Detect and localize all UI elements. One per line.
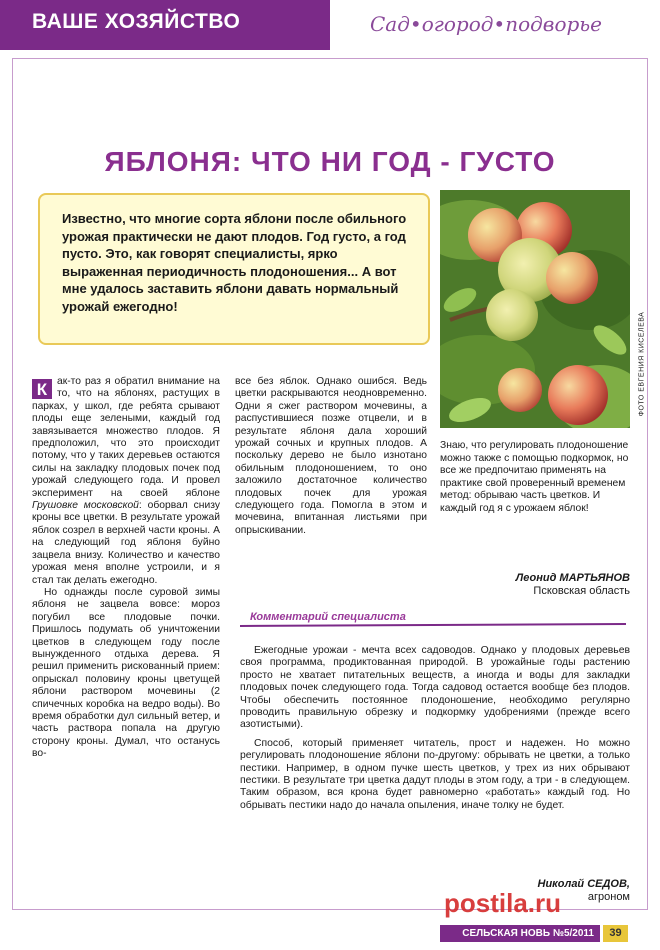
- author-signature: [440, 572, 630, 598]
- section-subtitle: Сад•огород•подворье: [370, 12, 603, 36]
- article-paragraph: Но однажды после суровой зимы яблоня не зацвела вовсе: мороз погубил все плодовые почки. Пришлось подумать об уничтожении цветков в следующем году после вынужденного отдыха дерева. Я решил применить рискованный прием: опрыскал половину кроны цветущей яблони раствором мочевины (2 спичечных коробка на ведро воды). Во время обработки дул сильный ветер, и часть раствора попала на другую сторону кроны. Думал, что останусь во-: [32, 586, 220, 760]
- expert-role: агроном: [587, 891, 630, 903]
- magazine-issue: СЕЛЬСКАЯ НОВЬ №5/2011: [440, 925, 600, 942]
- comment-paragraph: Способ, который применяет читатель, прост и надежен. Но можно регулировать плодоношение яблони по-другому: обрывать не цветки, а только пестики. Например, в одном пучке шесть цветков, у трех из них обрывают пестики. В результате три цветка дадут плоды в этом году, а три - в следующем. Таким образом, вся крона будет равномерно «работать» каждый год. Но обрывать пестики надо до начала опыления, иначе толку не будет.: [240, 737, 630, 811]
- section-title: ВАШЕ ХОЗЯЙСТВО: [32, 10, 241, 33]
- author-region: Псковская область: [533, 585, 630, 597]
- page-number: 39: [603, 925, 628, 942]
- apple-photo: [440, 190, 630, 428]
- article-column-3: Знаю, что регулировать плодоношение можно также с помощью подкормок, но все же предпочитаю применять на практике свой проверенный временем метод: обрываю часть цветков. И каждый год я с урожаем яблок!: [440, 440, 629, 514]
- article-column-2: [235, 376, 427, 537]
- article-paragraph: ак-то раз я обратил внимание на то, что на яблонях, растущих в парках, у школ, где ребята срывают плоды еще зелеными, каждый год завязывается множество плодов. Я предположил, что это происходит потому, что у таких деревьев остаются силы на закладку плодовых почек под урожай следующего года. И провел эксперимент на своей яблоне Грушовке московской: оборвал снизу кроны все цветки. В результате урожай яблок созрел в верхней части кроны. А на следующий год яблоня буйно зацвела внизу. Количество и качество урожая меня вполне устроили, и я стал так делать ежегодно.: [32, 376, 221, 586]
- dropcap: К: [32, 379, 52, 399]
- postila-watermark: postila.ru: [444, 888, 562, 918]
- page-header: [0, 0, 660, 50]
- comment-text: [240, 645, 630, 812]
- photo-credit: ФОТО ЕВГЕНИЯ КИСЕЛЕВА: [638, 311, 646, 417]
- comment-heading: Комментарий специалиста: [240, 610, 630, 630]
- article-title: ЯБЛОНЯ: ЧТО НИ ГОД - ГУСТО: [104, 146, 556, 177]
- author-name: Леонид МАРТЬЯНОВ: [515, 572, 630, 584]
- expert-name: Николай СЕДОВ,: [537, 878, 630, 890]
- article-column-1: [32, 376, 220, 761]
- comment-paragraph: Ежегодные урожаи - мечта всех садоводов. Однако у плодовых деревьев своя программа, продиктованная природой. В урожайные годы растению просто не хватает питательных веществ, а иногда и воды для закладки плодовых почек следующего года. Тогда садовод остается вообще без плодов. Чтобы обеспечить постоянное плодоношение, необходимо регулярно проводить правильную обрезку и подкормку удобрениями (прежде всего азотистыми).: [240, 645, 630, 731]
- article-paragraph: все без яблок. Однако ошибся. Ведь цветки раскрываются неодновременно. Одни я сжег раствором мочевины, а распустившиеся позже отцвели, и в результате яблоня дала хороший урожай сочных и крупных плодов. А поскольку дерево не было изнотано обильным плодоношением, то оно заложило достаточное количество плодовых почек для урожая следующего года. Помогла в этом и мочевина, впитанная листьями при опрыскивании.: [235, 376, 427, 536]
- lead-text: Известно, что многие сорта яблони после обильного урожая практически не дают плодов. Год густо, а год пусто. Это, как говорят специалисты, ярко выраженная периодичность плодоношения... А вот мне удалось заставить яблони давать нормальный урожай ежегодно!: [62, 211, 407, 314]
